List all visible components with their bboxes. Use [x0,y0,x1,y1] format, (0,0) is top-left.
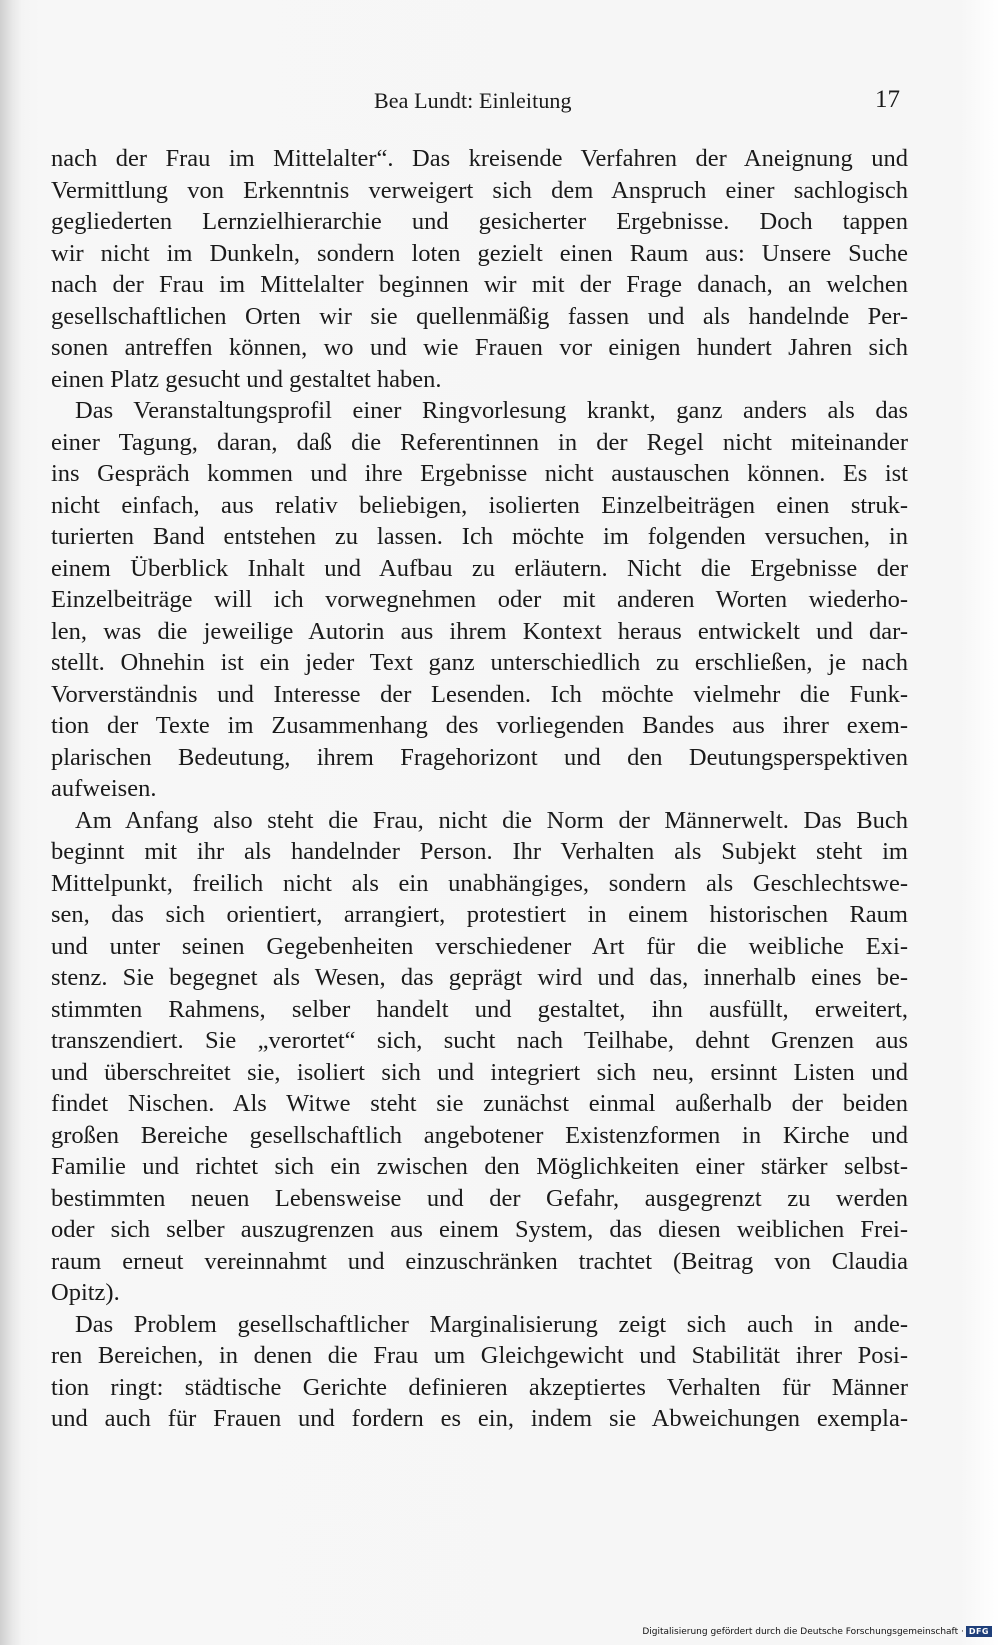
text-line: und unter seinen Gegebenheiten verschiedener Art für die weibliche Exi- [51,932,908,960]
text-line: tion ringt: städtische Gerichte definieren akzeptiertes Verhalten für Männer [51,1373,908,1401]
text-line: stenz. Sie begegnet als Wesen, das geprägt wird und das, innerhalb eines be- [51,964,908,991]
text-line: plarischen Bedeutung, ihrem Fragehorizont und den Deutungsperspektiven [51,743,908,771]
text-line: wir nicht im Dunkeln, sondern loten gezielt einen Raum aus: Unsere Suche [51,239,908,267]
text-line: oder sich selber auszugrenzen aus einem System, das diesen weiblichen Frei- [51,1216,908,1243]
text-line: raum erneut vereinnahmt und einzuschränken trachtet (Beitrag von Claudia [51,1247,908,1275]
text-line: stimmten Rahmens, selber handelt und gestaltet, ihn ausfüllt, erweitert, [51,995,908,1023]
text-line: bestimmten neuen Lebensweise und der Gefahr, ausgegrenzt zu werden [51,1184,908,1212]
text-line: einer Tagung, daran, daß die Referentinnen in der Regel nicht miteinander [51,428,908,456]
text-line: sen, das sich orientiert, arrangiert, protestiert in einem historischen Raum [51,901,908,928]
dfg-logo: DFG [966,1626,992,1637]
text-line: len, was die jeweilige Autorin aus ihrem Kontext heraus entwickelt und dar- [51,617,908,645]
text-line: turierten Band entstehen zu lassen. Ich möchte im folgenden versuchen, in [51,523,908,550]
page-header [50,86,900,120]
text-line: und auch für Frauen und fordern es ein, indem sie Abweichungen exempla- [51,1405,908,1432]
text-line: ins Gespräch kommen und ihre Ergebnisse nicht austauschen können. Es ist [51,460,908,487]
text-line: einem Überblick Inhalt und Aufbau zu erläutern. Nicht die Ergebnisse der [51,554,908,582]
text-line: Opitz). [51,1279,120,1306]
text-line: aufweisen. [51,775,157,802]
text-line: stellt. Ohnehin ist ein jeder Text ganz unterschiedlich zu erschließen, je nach [51,649,908,676]
body-text [51,143,908,1435]
text-line: nach der Frau im Mittelalter“. Das kreisende Verfahren der Aneignung und [51,145,908,172]
text-line: Vermittlung von Erkenntnis verweigert sich dem Anspruch einer sachlogisch [51,176,908,204]
text-line: einen Platz gesucht und gestaltet haben. [51,365,442,393]
digitization-footer [642,1626,992,1637]
text-line: Das Veranstaltungsprofil einer Ringvorlesung krankt, ganz anders als das [75,397,908,424]
text-line: nicht einfach, aus relativ beliebigen, isolierten Einzelbeiträgen einen struk- [51,491,908,519]
text-line: großen Bereiche gesellschaftlich angebotener Existenzformen in Kirche und [51,1121,908,1149]
text-line: tion der Texte im Zusammenhang des vorliegenden Bandes aus ihrer exem- [51,712,908,739]
text-line: Das Problem gesellschaftlicher Marginalisierung zeigt sich auch in ande- [75,1310,908,1338]
text-line: und überschreitet sie, isoliert sich und integriert sich neu, ersinnt Listen und [51,1058,908,1086]
text-line: findet Nischen. Als Witwe steht sie zunächst einmal außerhalb der beiden [51,1090,908,1117]
text-line: transzendiert. Sie „verortet“ sich, sucht nach Teilhabe, dehnt Grenzen aus [51,1027,908,1054]
text-line: Vorverständnis und Interesse der Lesenden. Ich möchte vielmehr die Funk- [51,680,908,708]
text-line: gesellschaftlichen Orten wir sie quellenmäßig fassen und als handelnde Per- [51,302,908,330]
text-line: sonen antreffen können, wo und wie Frauen vor einigen hundert Jahren sich [51,334,908,361]
text-line: gegliederten Lernzielhierarchie und gesicherter Ergebnisse. Doch tappen [51,208,908,235]
text-line: beginnt mit ihr als handelnder Person. Ihr Verhalten als Subjekt steht im [51,838,908,865]
text-line: Mittelpunkt, freilich nicht als ein unabhängiges, sondern als Geschlechtswe- [51,869,908,897]
page-gutter-shadow [0,0,22,1645]
page-number: 17 [875,86,900,113]
text-line: Einzelbeiträge will ich vorwegnehmen oder mit anderen Worten wiederho- [51,586,908,613]
running-head: Bea Lundt: Einleitung [374,88,572,113]
digitization-credit: Digitalisierung gefördert durch die Deutsche Forschungsgemeinschaft · [642,1626,964,1637]
text-line: nach der Frau im Mittelalter beginnen wir mit der Frage danach, an welchen [51,271,908,298]
text-line: Familie und richtet sich ein zwischen den Möglichkeiten einer stärker selbst- [51,1153,908,1180]
text-line: Am Anfang also steht die Frau, nicht die Norm der Männerwelt. Das Buch [75,806,908,834]
text-line: ren Bereichen, in denen die Frau um Gleichgewicht und Stabilität ihrer Posi- [51,1342,908,1369]
